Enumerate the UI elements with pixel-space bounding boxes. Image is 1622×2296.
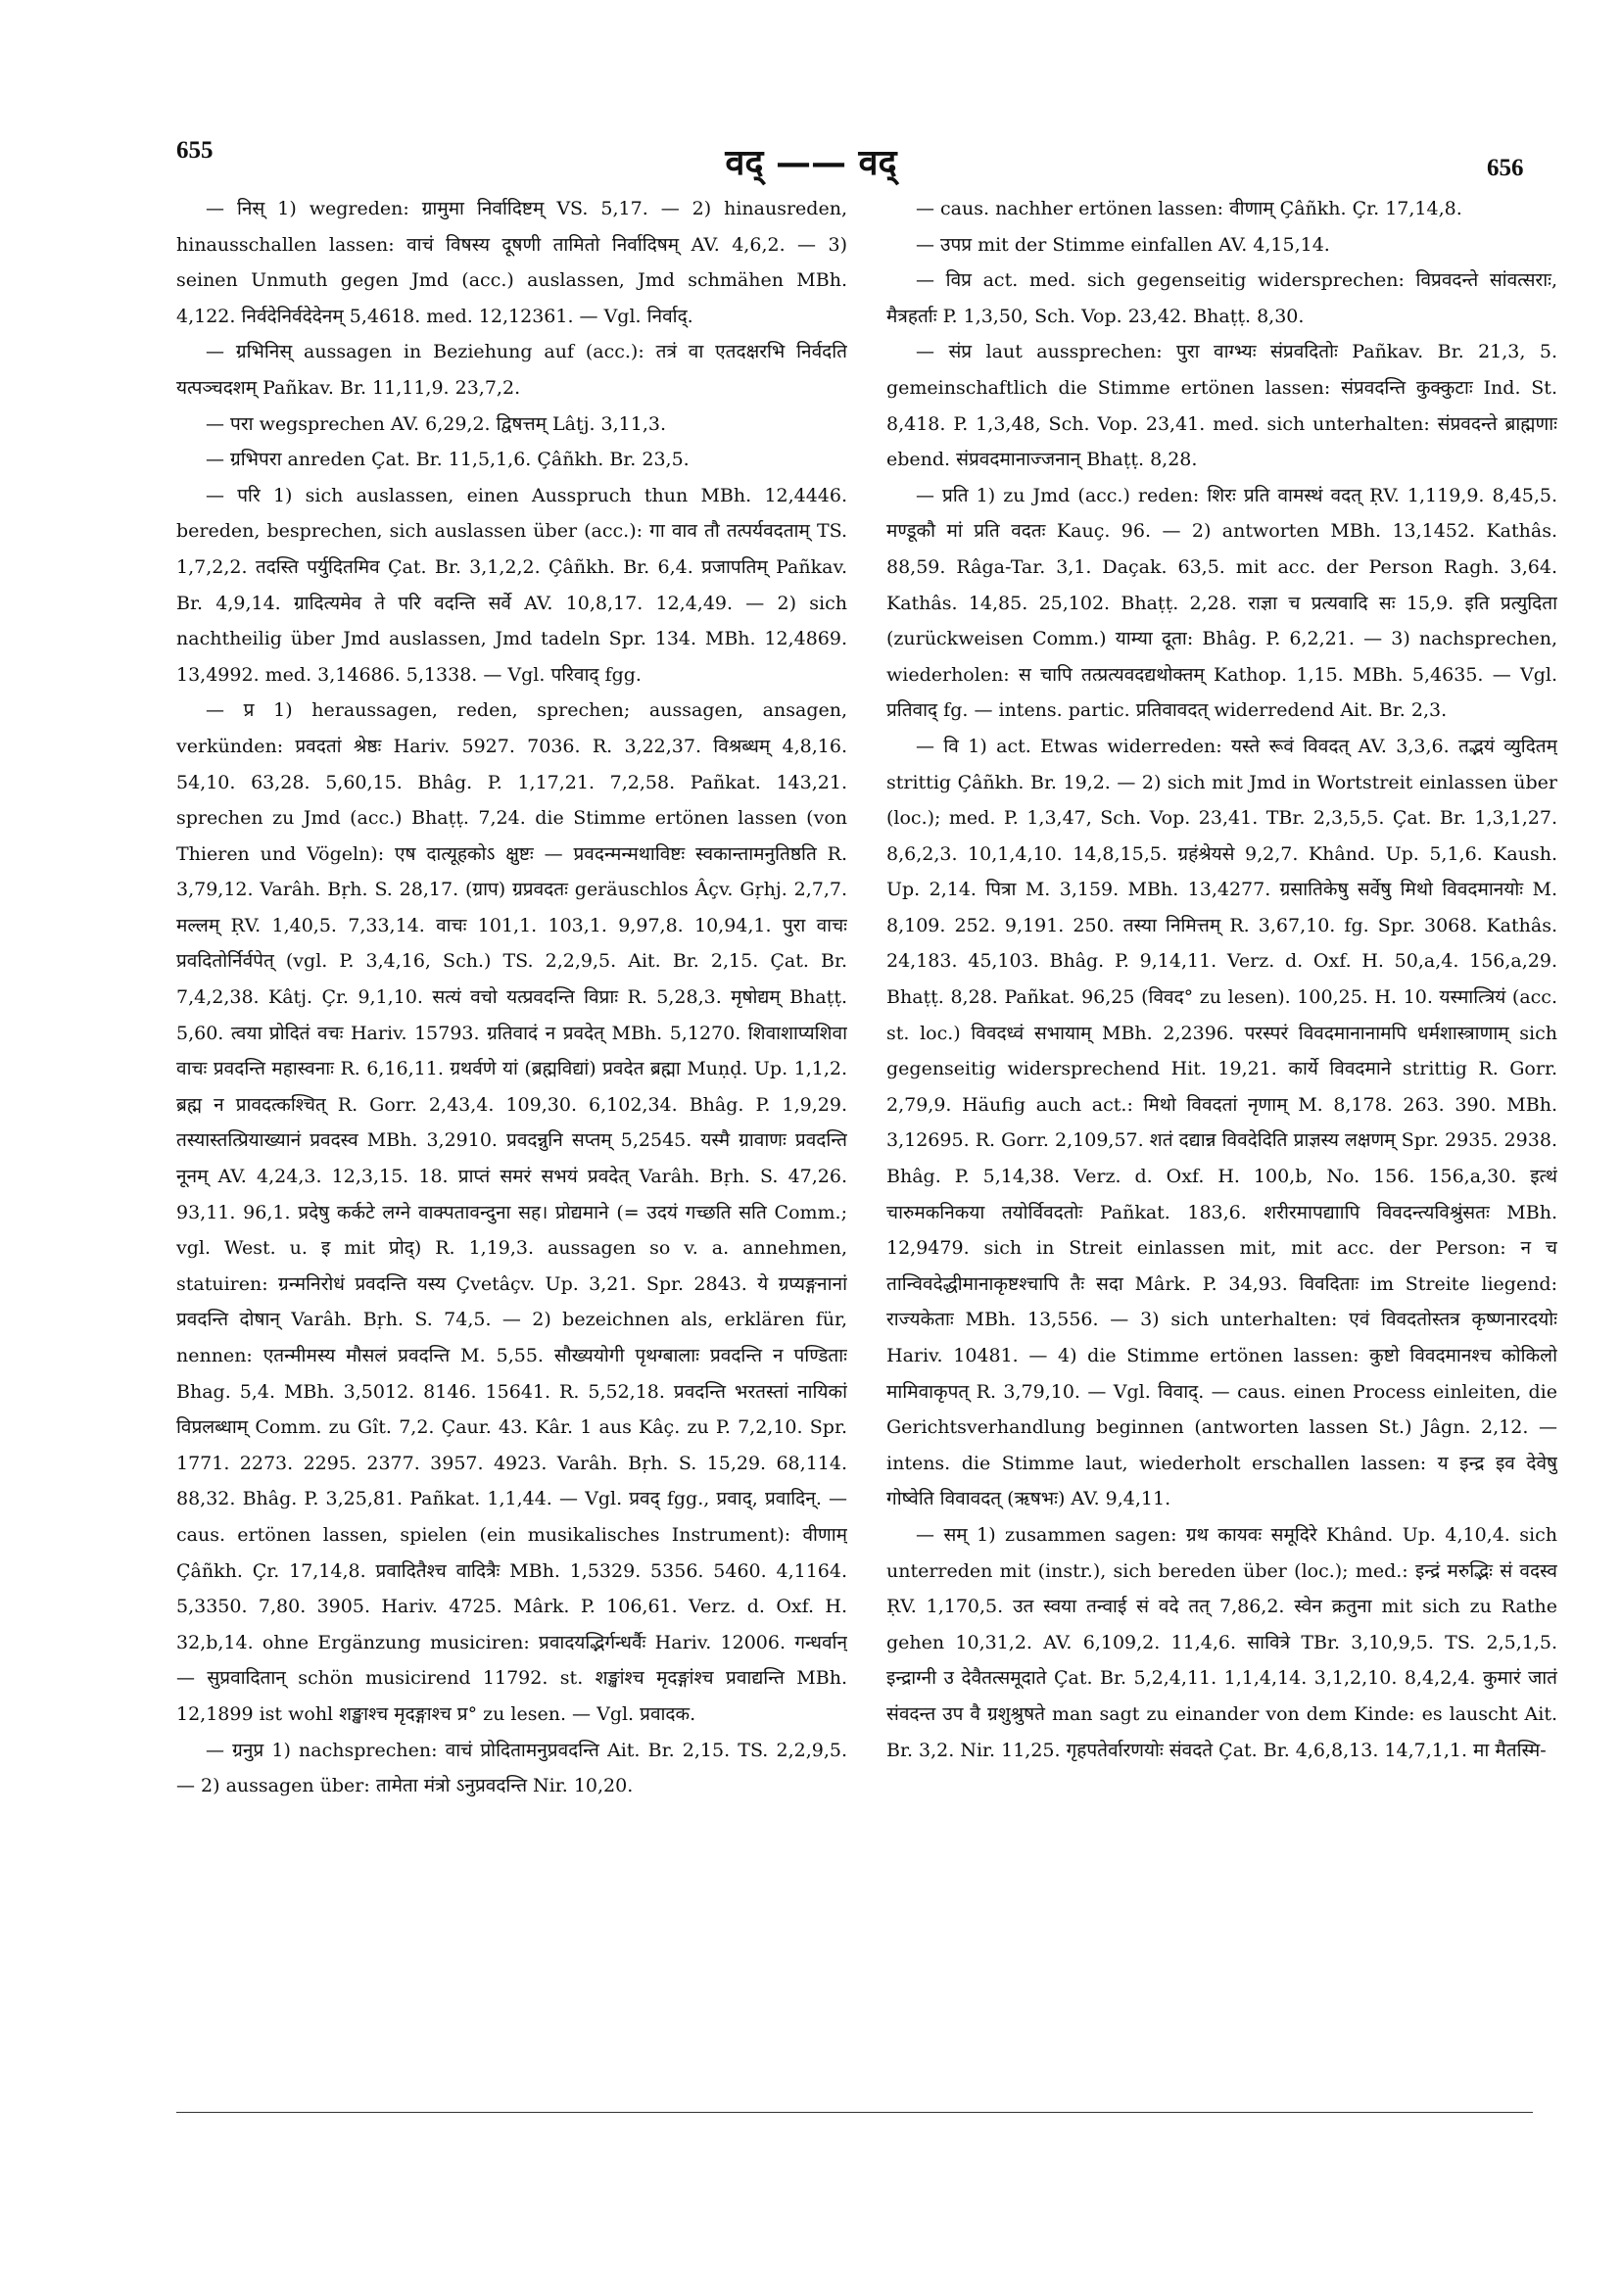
bottom-rule <box>176 2112 1533 2113</box>
entry-upapra: — उपप्र mit der Stimme einfallen AV. 4,15,14. <box>916 233 1330 256</box>
entry-prati: — प्रति 1) zu Jmd (acc.) reden: शिरः प्रति वामस्थं वदत् ṚV. 1,119,9. 8,45,5. मण्डूकौ मां प्रति वदतः Kauç. 96. — 2) antworten MBh. 13,1452. Kathâs. 88,59. Râga-Tar. 3,1. Daçak. 63,5. mit acc. der Person Ragh. 3,64. Kathâs. 14,85. 25,102. Bhaṭṭ. 2,28. राज्ञा च प्रत्यवादि सः 15,9. इति प्रत्युदिता (zurückweisen Comm.) याम्या दूता: Bhâg. P. 6,2,21. — 3) nachsprechen, wiederholen: स चापि तत्प्रत्यवदद्यथोक्तम् Kathop. 1,15. MBh. 5,4635. — Vgl. प्रतिवाद् fg. — intens. partic. प्रतिवावदत् widerredend Ait. Br. 2,3. <box>886 484 1557 722</box>
entry-sampra: — संप्र laut aussprechen: पुरा वाग्भ्यः संप्रवदितोः Pañkav. Br. 21,3, 5. gemeinschaftlich die Stimme ertönen lassen: संप्रवदन्ति कुक्कुटाः Ind. St. 8,418. P. 1,3,48, Sch. Vop. 23,41. med. sich unterhalten: संप्रवदन्ते ब्राह्मणाः ebend. संप्रवदमानाज्जनान् Bhaṭṭ. 8,28. <box>886 341 1557 471</box>
entry-sam: — सम् 1) zusammen sagen: ग्रथ कायवः समूदिरे Khând. Up. 4,10,4. sich unterreden mit (instr.), sich bereden über (loc.); med.: इन्द्रं मरुद्भिः सं वदस्व ṚV. 1,170,5. उत स्वया तन्वाई सं वदे तत् 7,86,2. स्वेन क्रतुना mit sich zu Rathe gehen 10,31,2. AV. 6,109,2. 11,4,6. सावित्रे TBr. 3,10,9,5. TS. 2,5,1,5. इन्द्राग्नी उ देवैतत्समूदाते Çat. Br. 5,2,4,11. 1,1,4,14. 3,1,2,10. 8,4,2,4. कुमारं जातं संवदन्त उप वै ग्रशुश्रुषते man sagt zu einander von dem Kinde: es lauscht Ait. Br. 3,2. Nir. 11,25. गृहपतेर्वारणयोः संवदते Çat. Br. 4,6,8,13. 14,7,1,1. मा मैतस्मि- <box>886 1523 1557 1761</box>
entry-abhinis: — ग्रभिनिस् aussagen in Beziehung auf (acc.): तत्रं वा एतदक्षरभि निर्वदति यत्पञ्चदशम् Pañkav. Br. 11,11,9. 23,7,2. <box>176 341 847 399</box>
entry-abhipara: — ग्रभिपरा anreden Çat. Br. 11,5,1,6. Çâñkh. Br. 23,5. <box>206 449 690 471</box>
right-page-number: 656 <box>1487 155 1524 181</box>
right-column <box>886 191 1557 2052</box>
entry-nis: — निस् 1) wegreden: ग्रामुमा निर्वादिष्टम् VS. 5,17. — 2) hinausreden, hinausschallen lassen: वाचं विषस्य दूषणी तामितो निर्वादिषम् AV. 4,6,2. — 3) seinen Unmuth gegen Jmd (acc.) auslassen, Jmd schmähen MBh. 4,122. निर्वदेनिर्वदेदेनम् 5,4618. med. 12,12361. — Vgl. निर्वाद्. <box>176 198 847 327</box>
page-header <box>0 0 1622 196</box>
running-headword: वद् —— वद् <box>725 142 897 183</box>
entry-vipra: — विप्र act. med. sich gegenseitig widersprechen: विप्रवदन्ते सांवत्सराः, मैत्रहर्ताः P. 1,3,50, Sch. Vop. 23,42. Bhaṭṭ. 8,30. <box>886 269 1557 327</box>
left-column <box>176 191 847 2081</box>
entry-anupra: — ग्रनुप्र 1) nachsprechen: वाचं प्रोदितामनुप्रवदन्ति Ait. Br. 2,15. TS. 2,2,9,5. — 2) aussagen über: तामेता मंत्रो ऽनुप्रवदन्ति Nir. 10,20. <box>176 1739 847 1797</box>
entry-caus: — caus. nachher ertönen lassen: वीणाम् Çâñkh. Çr. 17,14,8. <box>916 198 1462 219</box>
entry-pari: — परि 1) sich auslassen, einen Ausspruch thun MBh. 12,4446. bereden, besprechen, sich auslassen über (acc.): गा वाव तौ तत्पर्यवदताम् TS. 1,7,2,2. तदस्ति पर्युदितमिव Çat. Br. 3,1,2,2. Çâñkh. Br. 6,4. प्रजापतिम् Pañkav. Br. 4,9,14. ग्रादित्यमेव ते परि वदन्ति सर्वे AV. 10,8,17. 12,4,49. — 2) sich nachtheilig über Jmd auslassen, Jmd tadeln Spr. 134. MBh. 12,4869. 13,4992. med. 3,14686. 5,1338. — Vgl. परिवाद् fgg. <box>176 484 847 686</box>
entry-para: — परा wegsprechen AV. 6,29,2. द्विषत्तम् Lâṭj. 3,11,3. <box>206 412 667 435</box>
left-page-number: 655 <box>176 137 214 164</box>
entry-vi: — वि 1) act. Etwas widerreden: यस्ते रूवं विवदत् AV. 3,3,6. तद्भयं व्युदितम् strittig Çâñkh. Br. 19,2. — 2) sich mit Jmd in Wortstreit einlassen über (loc.); med. P. 1,3,47, Sch. Vop. 23,41. TBr. 2,3,5,5. Çat. Br. 1,3,1,27. 8,6,2,3. 10,1,4,10. 14,8,15,5. ग्रहंश्रेयसे 9,2,7. Khând. Up. 5,1,6. Kaush. Up. 2,14. पित्रा M. 3,159. MBh. 13,4277. ग्रसातिकेषु सर्वेषु मिथो विवदमानयोः M. 8,109. 252. 9,191. 250. तस्या निमित्तम् R. 3,67,10. fg. Spr. 3068. Kathâs. 24,183. 45,103. Bhâg. P. 9,14,11. Verz. d. Oxf. H. 50,a,4. 156,a,29. Bhaṭṭ. 8,28. Pañkat. 96,25 (विवद° zu lesen). 100,25. H. 10. यस्मात्त्रियं (acc. st. loc.) विवदध्वं सभायाम् MBh. 2,2396. परस्परं विवदमानानामपि धर्मशास्त्राणाम् sich gegenseitig widersprechend Hit. 19,21. कार्ये विवदमाने strittig R. Gorr. 2,79,9. Häufig auch act.: मिथो विवदतां नृणाम् M. 8,178. 263. 390. MBh. 3,12695. R. Gorr. 2,109,57. शतं दद्यान्न विवदेदिति प्राज्ञस्य लक्षणम् Spr. 2935. 2938. Bhâg. P. 5,14,38. Verz. d. Oxf. H. 100,b, No. 156. 156,a,30. इत्थं चारुमकनिकया तयोर्विवदतोः Pañkat. 183,6. शरीरमापद्याापि विवदन्त्यविश्रुंसतः MBh. 12,9479. sich in Streit einlassen mit, mit acc. der Person: न च तान्विवदेद्धीमानाकृष्टश्चापि तैः सदा Mârk. P. 34,93. विवदिताः im Streite liegend: राज्यकेताः MBh. 13,556. — 3) sich unterhalten: एवं विवदतोस्तत्र कृष्णनारदयोः Hariv. 10481. — 4) die Stimme ertönen lassen: कुष्टो विवदमानश्च कोकिलो मामिवाकृपत् R. 3,79,10. — Vgl. विवाद्. — caus. einen Process einleiten, die Gerichtsverhandlung beginnen (antworten lassen St.) Jâgn. 2,12. — intens. die Stimme laut, wiederholt erschallen lassen: य इन्द्र इव देवेषु गोष्वेति विवावदत् (ऋषभः) AV. 9,4,11. <box>886 735 1557 1510</box>
entry-pra: — प्र 1) heraussagen, reden, sprechen; aussagen, ansagen, verkünden: प्रवदतां श्रेष्ठः Hariv. 5927. 7036. R. 3,22,37. विश्रब्धम् 4,8,16. 54,10. 63,28. 5,60,15. Bhâg. P. 1,17,21. 7,2,58. Pañkat. 143,21. sprechen zu Jmd (acc.) Bhaṭṭ. 7,24. die Stimme ertönen lassen (von Thieren und Vögeln): एष दात्यूहकोऽ क्षुष्टः — प्रवदन्मन्मथाविष्टः स्वकान्तामनुतिष्ठति R. 3,79,12. Varâh. Bṛh. S. 28,17. (ग्राप) ग्रप्रवदतः geräuschlos Âçv. Gṛhj. 2,7,7. मल्लम् ṚV. 1,40,5. 7,33,14. वाचः 101,1. 103,1. 9,97,8. 10,94,1. पुरा वाचः प्रवदितोर्निर्वपेत् (vgl. P. 3,4,16, Sch.) TS. 2,2,9,5. Ait. Br. 2,15. Çat. Br. 7,4,2,38. Kâtj. Çr. 9,1,10. सत्यं वचो यत्प्रवदन्ति विप्राः R. 5,28,3. मृषोद्यम् Bhaṭṭ. 5,60. त्वया प्रोदितं वचः Hariv. 15793. ग्रतिवादं न प्रवदेत् MBh. 5,1270. शिवाशाप्यशिवा वाचः प्रवदन्ति महास्वनाः R. 6,16,11. ग्रथर्वणे यां (ब्रह्मविद्यां) प्रवदेत ब्रह्मा Muṇḍ. Up. 1,1,2. ब्रह्म न प्रावदत्कश्चित् R. Gorr. 2,43,4. 109,30. 6,102,34. Bhâg. P. 1,9,29. तस्यास्तत्प्रियाख्यानं प्रवदस्व MBh. 3,2910. प्रवदन्नुनि सप्तम् 5,2545. यस्मै ग्रावाणः प्रवदन्ति नूनम् AV. 4,24,3. 12,3,15. 18. प्राप्तं समरं सभयं प्रवदेत् Varâh. Bṛh. S. 47,26. 93,11. 96,1. प्रदेषु कर्कटे लग्ने वाक्पतावन्दुना सह। प्रोद्यमाने (= उदयं गच्छति सति Comm.; vgl. West. u. इ mit प्रोद्) R. 1,19,3. aussagen so v. a. annehmen, statuiren: ग्रन्मनिरोधं प्रवदन्ति यस्य Çvetâçv. Up. 3,21. Spr. 2843. ये ग्रप्यङ्गनानां प्रवदन्ति दोषान् Varâh. Bṛh. S. 74,5. — 2) bezeichnen als, erklären für, nennen: एतन्मीमस्य मौसलं प्रवदन्ति M. 5,55. सौख्ययोगी पृथग्बालाः प्रवदन्ति न पण्डिताः Bhag. 5,4. MBh. 3,5012. 8146. 15641. R. 5,52,18. प्रवदन्ति भरतस्तां नायिकां विप्रलब्धाम् Comm. zu Gît. 7,2. Çaur. 43. Kâr. 1 aus Kâç. zu P. 7,2,10. Spr. 1771. 2273. 2295. 2377. 3957. 4923. Varâh. Bṛh. S. 15,29. 68,114. 88,32. Bhâg. P. 3,25,81. Pañkat. 1,1,44. — Vgl. प्रवद् fgg., प्रवाद्, प्रवादिन्. — caus. ertönen lassen, spielen (ein musikalisches Instrument): वीणाम् Çâñkh. Çr. 17,14,8. प्रवादितैश्च वादित्रैः MBh. 1,5329. 5356. 5460. 4,1164. 5,3350. 7,80. 3905. Hariv. 4725. Mârk. P. 106,61. Verz. d. Oxf. H. 32,b,14. ohne Ergänzung musiciren: प्रवादयद्भिर्गन्धर्वैः Hariv. 12006. गन्धर्वान् — सुप्रवादितान् schön musicirend 11792. st. शङ्खांश्च मृदङ्गांश्च प्रवाद्यन्ति MBh. 12,1899 ist wohl शङ्खाश्च मृदङ्गाश्च प्र° zu lesen. — Vgl. प्रवादक. <box>176 699 847 1725</box>
